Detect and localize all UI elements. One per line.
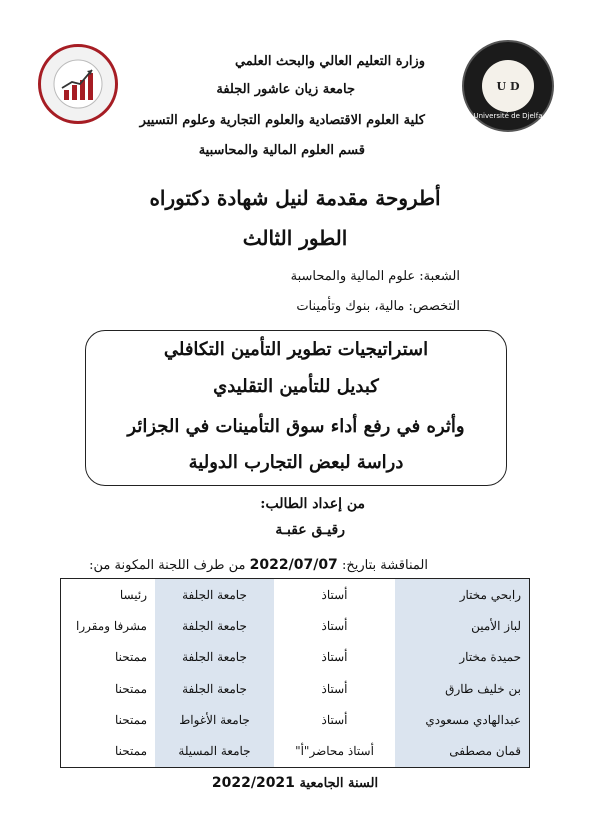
member-role: مشرفا ومقررا bbox=[75, 619, 147, 634]
member-role: ممتحنا bbox=[114, 744, 147, 759]
defense-date: 2022/07/07 bbox=[249, 557, 338, 573]
member-university: جامعة المسيلة bbox=[155, 735, 274, 767]
member-name: بن خليف طارق bbox=[395, 673, 530, 704]
member-name: عبدالهادي مسعودي bbox=[395, 704, 530, 735]
faculty-line: كلية العلوم الاقتصادية والعلوم التجارية وعلوم التسيير bbox=[139, 113, 425, 128]
chart-emblem-icon bbox=[52, 58, 104, 110]
member-name: حميدة مختار bbox=[395, 642, 530, 673]
subject-box bbox=[85, 330, 507, 486]
branch-label: الشعبة: bbox=[419, 269, 460, 284]
member-university: جامعة الجلفة bbox=[155, 642, 274, 673]
table-row bbox=[61, 735, 530, 767]
seal-letters bbox=[482, 60, 534, 112]
academic-year-value: 2022/2021 bbox=[211, 775, 295, 791]
member-role: ممتحنا bbox=[114, 712, 147, 727]
thesis-cycle: الطور الثالث bbox=[242, 226, 348, 250]
committee-table bbox=[60, 578, 530, 768]
member-rank: أستاذ bbox=[321, 587, 348, 602]
defense-date-label: المناقشة بتاريخ: bbox=[341, 558, 428, 573]
member-university: جامعة الجلفة bbox=[155, 579, 274, 611]
thesis-title: أطروحة مقدمة لنيل شهادة دكتوراه bbox=[149, 186, 441, 210]
committee-intro-text: من طرف اللجنة المكونة من: bbox=[89, 558, 246, 573]
member-university: جامعة الجلفة bbox=[155, 673, 274, 704]
table-row bbox=[61, 642, 530, 673]
member-rank: أستاذ محاضر"أ" bbox=[295, 744, 374, 759]
member-name: لباز الأمين bbox=[395, 611, 530, 642]
member-name: قمان مصطفى bbox=[395, 735, 530, 767]
specialty-label: التخصص: bbox=[408, 299, 460, 314]
table-row bbox=[61, 579, 530, 611]
table-row bbox=[61, 704, 530, 735]
faculty-logo-left bbox=[38, 44, 118, 124]
table-row bbox=[61, 611, 530, 642]
university-seal-right bbox=[462, 40, 554, 132]
member-university: جامعة الجلفة bbox=[155, 611, 274, 642]
subject-line-2: كبديل للتأمين التقليدي bbox=[213, 376, 379, 397]
department-line: قسم العلوم المالية والمحاسبية bbox=[198, 143, 365, 158]
seal-ring-text: Université de Djelfa bbox=[473, 112, 543, 120]
member-university: جامعة الأغواط bbox=[155, 704, 274, 735]
academic-year-label: السنة الجامعية bbox=[299, 776, 379, 791]
student-name: رقيـق عقبـة bbox=[275, 522, 345, 538]
member-rank: أستاذ bbox=[321, 650, 348, 665]
branch-line bbox=[291, 269, 460, 284]
member-role: ممتحنا bbox=[114, 681, 147, 696]
member-role: ممتحنا bbox=[114, 650, 147, 665]
member-rank: أستاذ bbox=[321, 619, 348, 634]
subject-line-1: استراتيجيات تطوير التأمين التكافلي bbox=[163, 339, 429, 360]
university-line: جامعة زيان عاشور الجلفة bbox=[216, 82, 355, 97]
member-role: رئيسا bbox=[119, 587, 147, 602]
subject-line-4: دراسة لبعض التجارب الدولية bbox=[188, 452, 404, 473]
seal-letters-text: U D bbox=[496, 79, 520, 93]
branch-value: علوم المالية والمحاسبة bbox=[290, 269, 416, 284]
table-row bbox=[61, 673, 530, 704]
specialty-line bbox=[296, 299, 460, 314]
member-rank: أستاذ bbox=[321, 712, 348, 727]
committee-intro bbox=[89, 557, 428, 573]
subject-line-3: وأثره في رفع أداء سوق التأمينات في الجزائر bbox=[127, 416, 465, 437]
specialty-value: مالية، بنوك وتأمينات bbox=[296, 299, 405, 314]
student-label: من إعداد الطالب: bbox=[260, 496, 365, 512]
member-rank: أستاذ bbox=[321, 681, 348, 696]
member-name: رابحي مختار bbox=[395, 579, 530, 611]
academic-year bbox=[0, 775, 590, 791]
ministry-line: وزارة التعليم العالي والبحث العلمي bbox=[234, 54, 425, 69]
